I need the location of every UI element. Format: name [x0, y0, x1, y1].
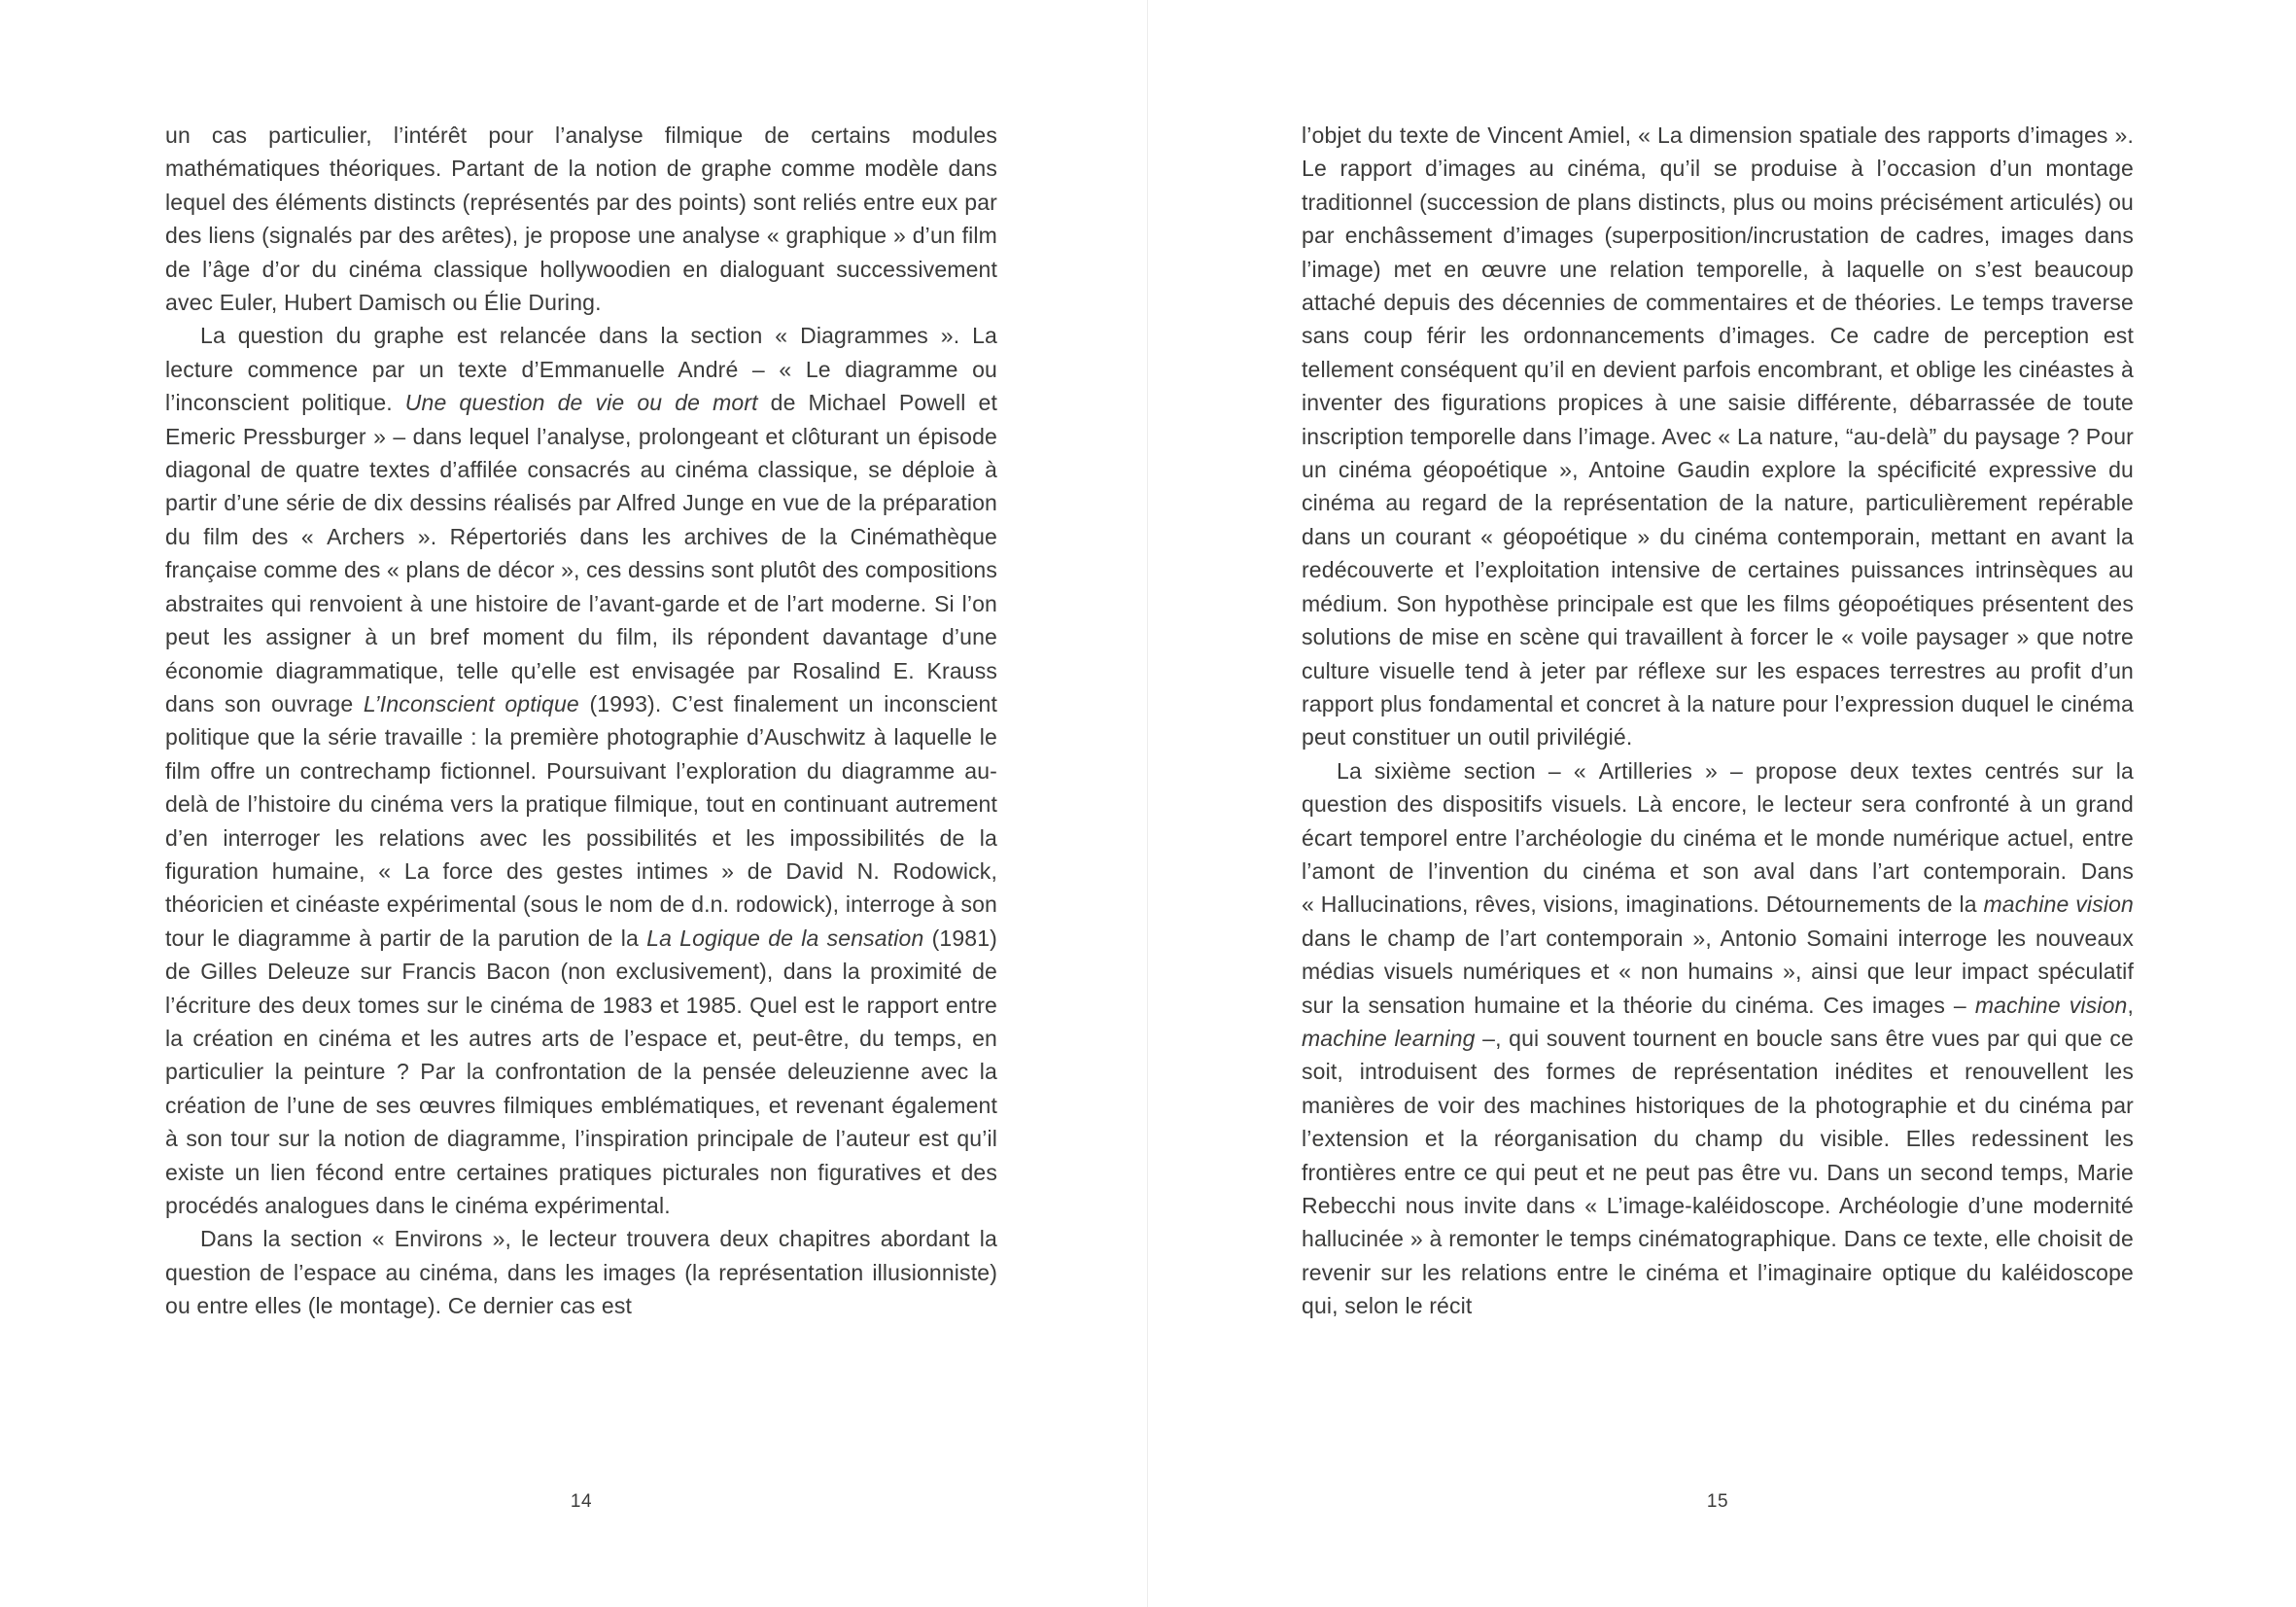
page-right [1148, 0, 2296, 1607]
page-left-body [165, 119, 997, 1323]
page-right-number: 15 [1706, 1491, 1729, 1512]
paragraph [1302, 119, 2134, 754]
page-gutter-divider [1147, 0, 1148, 1607]
text-run: (1993). C’est finalement un inconscient politique que la série travaille : la première photographie d’Auschwitz à laquelle le film offre un contrechamp fictionnel. Poursuivant l’exploration du diagramme au-delà de l’histoire du cinéma vers la pratique filmique, tout en continuant autrement d’en interroger les relations avec les possibilités et les impossibilités de la figuration humaine, « La force des gestes intimes » de David N. Rodowick, théoricien et cinéaste expérimental (sous le nom de d.n. rodowick), interroge à son tour le diagramme à partir de la parution de la [165, 690, 998, 951]
text-run: La question du graphe est relancée dans la section « Diagrammes ». La lecture commence par un texte d’Emmanuelle André – « Le diagramme ou l’inconscient politique. [165, 323, 997, 416]
text-run: dans le champ de l’art contemporain », Antonio Somaini interroge les nouveaux médias visuels numériques et « non humains », ainsi que leur impact spéculatif sur la sensation humaine et la théorie du cinéma. Ces images – [1302, 925, 2134, 1018]
paragraph [165, 119, 997, 319]
text-run: La sixième section – « Artilleries » – propose deux textes centrés sur la question des dispositifs visuels. Là encore, le lecteur sera confronté à un grand écart temporel entre l’archéologie du cinéma et le monde numérique actuel, entre l’amont de l’invention du cinéma et son aval dans l’art contemporain. Dans « Hallucinations, rêves, visions, imaginations. Détournements de la [1302, 757, 2134, 918]
italic-text-run: La Logique de la sensation [646, 925, 924, 951]
italic-text-run: L’Inconscient optique [363, 690, 579, 716]
paragraph [1302, 754, 2134, 1323]
text-run: de Michael Powell et Emeric Pressburger » – dans lequel l’analyse, prolongeant et clôturant un épisode diagonal de quatre textes d’affilée consacrés au cinéma classique, se déploie à partir d’une série de dix dessins réalisés par Alfred Junge en vue de la préparation du film des « Archers ». Répertoriés dans les archives de la Cinémathèque française comme des « plans de décor », ces dessins sont plutôt des compositions abstraites qui renvoient à une histoire de l’avant-garde et de l’art moderne. Si l’on peut les assigner à un bref moment du film, ils répondent davantage d’une économie diagrammatique, telle qu’elle est envisagée par Rosalind E. Krauss dans son ouvrage [165, 390, 997, 716]
text-run: l’objet du texte de Vincent Amiel, « La dimension spatiale des rapports d’images ». Le rapport d’images au cinéma, qu’il se produise à l’occasion d’un montage traditionnel (succession de plans distincts, plus ou moins précisément articulés) ou par enchâssement d’images (superposition/incrustation de cadres, images dans l’image) met en œuvre une relation temporelle, à laquelle on s’est beaucoup attaché depuis des décennies de commentaires et de théories. Le temps traverse sans coup férir les ordonnancements d’images. Ce cadre de perception est tellement conséquent qu’il en devient parfois encombrant, et oblige les cinéastes à inventer des figurations propices à une saisie différente, débarrassée de toute inscription temporelle dans l’image. Avec « La nature, “au-delà” du paysage ? Pour un cinéma géopoétique », Antoine Gaudin explore la spécificité expressive du cinéma au regard de la représentation de la nature, particulièrement repérable dans un courant « géopoétique » du cinéma contemporain, mettant en avant la redécouverte et l’exploitation intensive de certaines puissances intrinsèques au médium. Son hypothèse principale est que les films géopoétiques présentent des solutions de mise en scène qui travaillent à forcer le « voile paysager » que notre culture visuelle tend à jeter par réflexe sur les espaces terrestres au profit d’un rapport plus fondamental et concret à la nature pour l’expression duquel le cinéma peut constituer un outil privilégié. [1302, 122, 2134, 751]
italic-text-run: machine vision [1974, 992, 2128, 1018]
text-run: , [2127, 992, 2135, 1018]
paragraph [165, 319, 997, 1222]
text-run: (1981) de Gilles Deleuze sur Francis Bacon (non exclusivement), dans la proximité de l’écriture des deux tomes sur le cinéma de 1983 et 1985. Quel est le rapport entre la création en cinéma et les autres arts de l’espace et, peut-être, du temps, en particulier la peinture ? Par la confrontation de la pensée deleuzienne avec la création de l’une de ses œuvres filmiques emblématiques, et revenant également à son tour sur la notion de diagramme, l’inspiration principale de l’auteur est qu’il existe un lien fécond entre certaines pratiques picturales non figuratives et des procédés analogues dans le cinéma expérimental. [165, 925, 997, 1218]
page-right-body [1302, 119, 2134, 1323]
italic-text-run: Une question de vie ou de mort [404, 390, 758, 416]
paragraph [165, 1222, 997, 1322]
text-run: Dans la section « Environs », le lecteur trouvera deux chapitres abordant la question de l’espace au cinéma, dans les images (la représentation illusionniste) ou entre elles (le montage). Ce dernier cas est [165, 1226, 997, 1319]
text-run: un cas particulier, l’intérêt pour l’analyse filmique de certains modules mathématiques théoriques. Partant de la notion de graphe comme modèle dans lequel des éléments distincts (représentés par des points) sont reliés entre eux par des liens (signalés par des arêtes), je propose une analyse « graphique » d’un film de l’âge d’or du cinéma classique hollywoodien en dialoguant successivement avec Euler, Hubert Damisch ou Élie During. [165, 122, 997, 316]
italic-text-run: machine learning [1302, 1025, 1476, 1051]
italic-text-run: machine vision [1983, 891, 2134, 918]
page-left-number: 14 [570, 1491, 593, 1512]
text-run: –, qui souvent tournent en boucle sans être vues par qui que ce soit, introduisent des formes de représentation inédites et renouvellent les manières de voir des machines historiques de la photographie et du cinéma par l’extension et la réorganisation du champ du visible. Elles redessinent les frontières entre ce qui peut et ne peut pas être vu. Dans un second temps, Marie Rebecchi nous invite dans « L’image-kaléidoscope. Archéologie d’une modernité hallucinée » à remonter le temps cinématographique. Dans ce texte, elle choisit de revenir sur les relations entre le cinéma et l’imaginaire optique du kaléidoscope qui, selon le récit [1302, 1025, 2134, 1319]
